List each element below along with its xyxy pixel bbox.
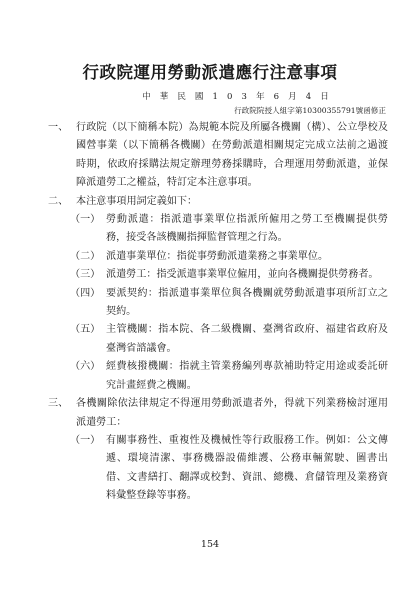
document-date: 中 華 民 國 1 0 3 年 6 月 4 日 (142, 92, 332, 102)
section-3-items (48, 432, 388, 506)
section-number: 一、 (48, 122, 69, 133)
item-number: （六） (70, 361, 101, 373)
list-item (70, 266, 388, 284)
document-reference: 行政院院授人組字第10300355791號函修正 (234, 106, 386, 115)
section-text: 本注意事項用詞定義如下： (76, 195, 198, 207)
document-title: 行政院運用勞動派遣應行注意事項 (82, 63, 338, 82)
section-text: 各機關除依法律規定不得運用勞動派遣者外，得就下列業務檢討運用派遣勞工： (76, 398, 388, 428)
document-body (48, 119, 388, 506)
section-text: 行政院（以下簡稱本院）為規範本院及所屬各機關（構）、公立學校及國營事業（以下簡稱各機關）在勞動派遣相關規定完成立法前之過渡時期，依政府採購法規定辦理勞務採購時，合理運用勞動派遣，並保障派遣勞工之權益，特訂定本注意事項。 (76, 122, 388, 189)
section-1 (48, 119, 388, 193)
section-number: 二、 (48, 195, 69, 207)
item-number: （四） (70, 287, 101, 299)
item-number: （五） (70, 324, 101, 336)
section-3 (48, 395, 388, 432)
item-text: 派遣勞工：指受派遣事業單位僱用，並向各機關提供勞務者。 (106, 269, 379, 281)
item-text: 派遣事業單位：指從事勞動派遣業務之事業單位。 (106, 250, 329, 262)
page-number: 154 (200, 539, 220, 550)
item-text: 經費核撥機關：指就主管業務編列專款補助特定用途或委託研究計畫經費之機關。 (106, 361, 388, 391)
item-number: （一） (70, 214, 101, 226)
list-item (70, 211, 388, 248)
item-text: 主管機關：指本院、各二級機關、臺灣省政府、福建省政府及臺灣省諮議會。 (106, 324, 388, 354)
item-text: 有關事務性、重複性及機械性等行政服務工作。例如：公文傳遞、環境清潔、事務機器設備維護、公務車輛駕駛、圖書出借、文書繕打、翻譯或校對、資訊、總機、倉儲管理及業務資料彙整登錄等事務。 (106, 434, 388, 502)
item-number: （一） (70, 434, 101, 446)
list-item (70, 358, 388, 395)
list-item (70, 248, 388, 266)
item-text: 勞動派遣：指派遣事業單位指派所僱用之勞工至機關提供勞務，接受各該機關指揮監督管理之行為。 (106, 214, 388, 244)
item-text: 要派契約：指派遣事業單位與各機關就勞動派遣事項所訂立之契約。 (106, 287, 388, 318)
list-item (70, 285, 388, 322)
section-2 (48, 193, 388, 211)
item-number: （二） (70, 250, 101, 262)
list-item (70, 432, 388, 506)
list-item (70, 321, 388, 358)
item-number: （三） (70, 269, 101, 281)
section-number: 三、 (48, 398, 69, 410)
section-2-items (48, 211, 388, 395)
